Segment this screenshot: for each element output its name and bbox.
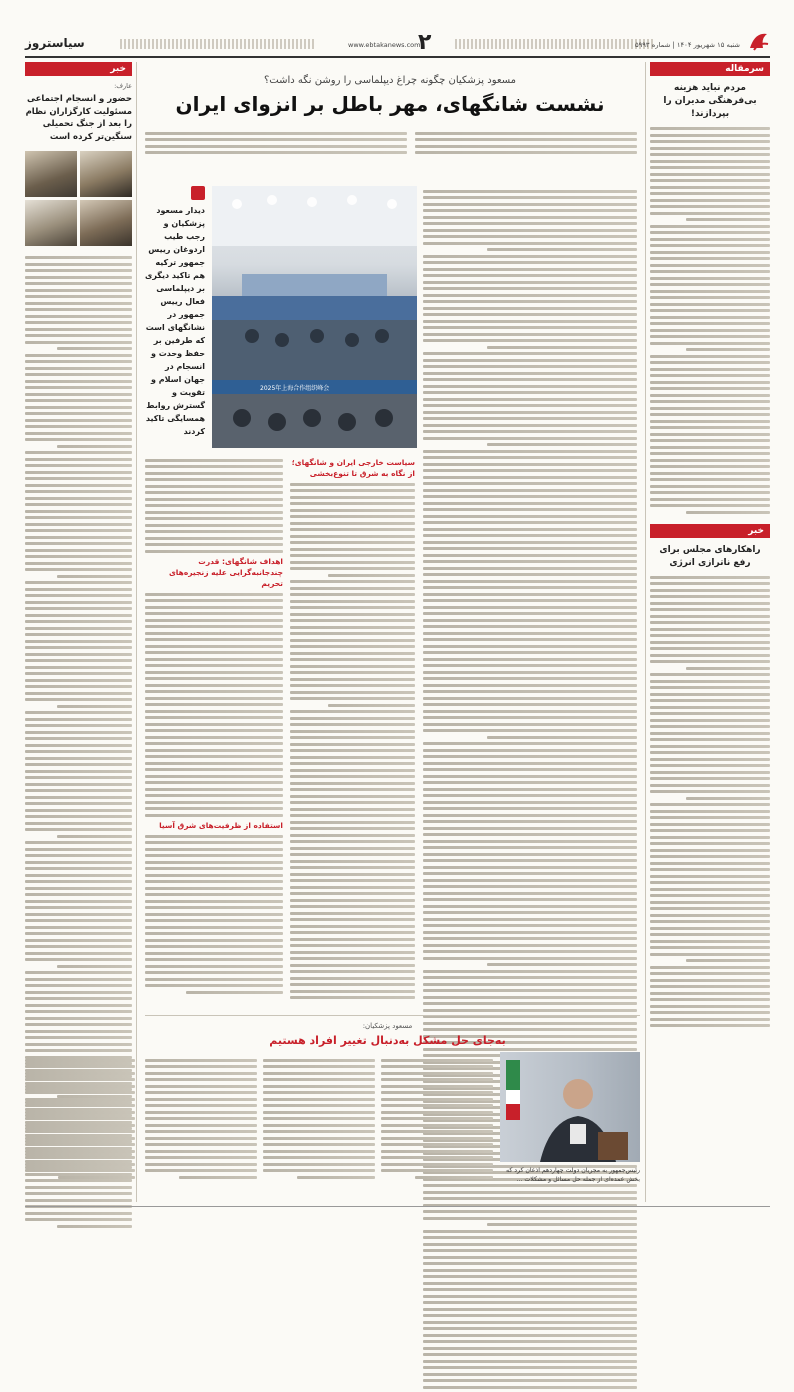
photo-banner-text: 2025年上海合作组织峰会 bbox=[260, 385, 330, 392]
subhead-1: سیاست خارجی ایران و شانگهای؛ از نگاه به شرق تا تنوع‌بخشی bbox=[291, 458, 415, 478]
main-lead-text-2 bbox=[145, 128, 407, 158]
main-headline: نشست شانگهای، مهر باطل بر انزوای ایران bbox=[175, 92, 605, 116]
news-headline: راهکارهای مجلس برای رفع ناترازی انرژی bbox=[659, 544, 761, 568]
photo-meeting-3 bbox=[25, 200, 77, 246]
main-body-col-2 bbox=[290, 455, 415, 1003]
left-column-tag: خبر bbox=[25, 62, 132, 76]
page-number: ۲ bbox=[418, 30, 432, 55]
main-lead-text bbox=[415, 128, 637, 158]
bottom-kicker: مسعود پزشکیان: bbox=[362, 1022, 413, 1030]
photo-meeting-2 bbox=[80, 151, 132, 197]
footer-rule bbox=[25, 1206, 770, 1207]
issue-info: شنبه ۱۵ شهریور ۱۴۰۴ | شماره ۵۹۹۳ bbox=[634, 41, 740, 49]
page-header bbox=[25, 30, 770, 54]
side-caption: دیدار مسعود پزشکیان و رجب طیب اردوغان رییس جمهور ترکیه هم تاکید دیگری بر دیپلماسی فعال رییس جمهور در نشانگهای است که طرفین بر حفظ وحدت و انسجام در جهان اسلام و تقویت و گسترش روابط همسایگی تاکید کردند bbox=[144, 206, 205, 436]
bottom-headline: به‌جای حل مشکل به‌دنبال تغییر افراد هستیم bbox=[269, 1034, 506, 1047]
left-kicker: عارف: bbox=[114, 82, 132, 90]
photo-meeting-1 bbox=[25, 151, 77, 197]
main-body-col-3 bbox=[145, 455, 283, 997]
bottom-article-rule bbox=[145, 1015, 640, 1016]
speaker-illustration bbox=[500, 1052, 640, 1162]
bottom-text-mid-left bbox=[145, 1055, 257, 1182]
website-url: www.ebtakanews.com bbox=[348, 41, 421, 49]
editorial-headline: مردم نباید هزینه بی‌فرهنگی مدیران را بپردازند! bbox=[663, 83, 757, 119]
left-column bbox=[25, 62, 132, 1202]
bottom-text-mid-right bbox=[381, 1055, 493, 1182]
side-caption-box bbox=[145, 186, 205, 436]
newspaper-badge-icon bbox=[191, 186, 205, 200]
bottom-text-left bbox=[25, 1055, 135, 1182]
left-headline: حضور و انسجام اجتماعی مسئولیت کارگزاران نظام را بعد از جنگ تحمیلی سنگین‌تر کرده است bbox=[25, 94, 132, 142]
main-photo bbox=[212, 186, 417, 448]
right-column-divider bbox=[645, 62, 646, 1202]
bottom-photo-caption: رئیس‌جمهور به‌ مجریان دولت چهاردهم اذعان کرد که بخش عمده‌ای از جمله حل مسائل و مشکلات ... bbox=[506, 1167, 640, 1183]
bottom-text-mid bbox=[263, 1055, 375, 1182]
conference-hall-illustration bbox=[212, 186, 417, 448]
left-photo-grid bbox=[25, 151, 132, 246]
photo-meeting-4 bbox=[80, 200, 132, 246]
header-rule bbox=[25, 56, 770, 58]
left-column-divider bbox=[136, 62, 137, 1202]
main-kicker: مسعود پزشکیان چگونه چراغ دیپلماسی را روشن نگه داشت؟ bbox=[264, 75, 516, 86]
editorial-body bbox=[650, 127, 770, 514]
main-body-col-1 bbox=[423, 186, 637, 1392]
newspaper-logo bbox=[747, 30, 771, 52]
right-column bbox=[650, 62, 770, 1202]
section-title: سیاستروز bbox=[25, 36, 85, 50]
editorial-tag: سرمقاله bbox=[650, 62, 770, 76]
header-hatch-left bbox=[120, 39, 315, 49]
subhead-3: استفاده از ظرفیت‌های شرق آسیا bbox=[159, 821, 283, 830]
news-body bbox=[650, 576, 770, 1028]
news-tag: خبر bbox=[650, 524, 770, 538]
bottom-photo bbox=[500, 1052, 640, 1162]
subhead-2: اهداف شانگهای: قدرت چندجانبه‌گرایی علیه زنجیره‌های تحریم bbox=[168, 557, 283, 588]
